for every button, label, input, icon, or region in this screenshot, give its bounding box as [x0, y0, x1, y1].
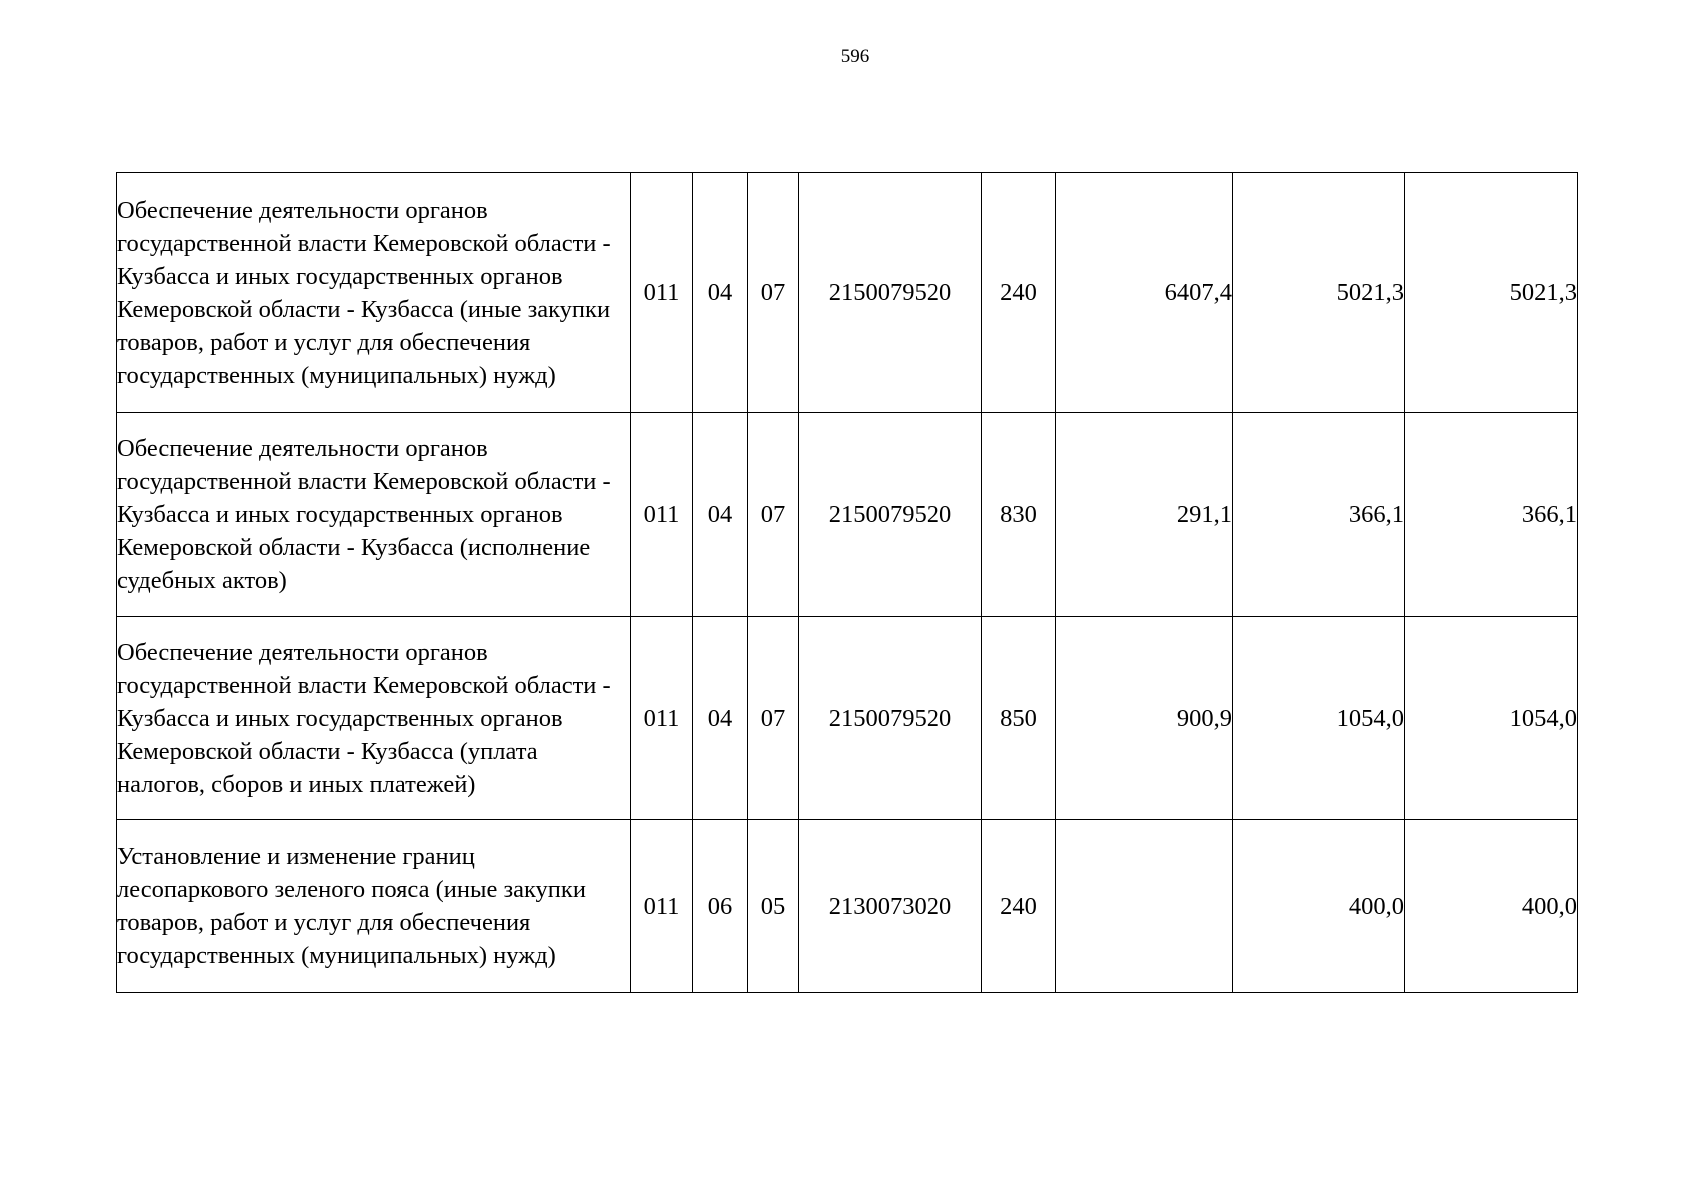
amount-3-cell: 1054,0	[1405, 617, 1578, 820]
amount-1-cell: 900,9	[1056, 617, 1233, 820]
ministry-code-cell: 011	[631, 820, 693, 993]
amount-3-cell: 366,1	[1405, 413, 1578, 617]
amount-1-cell: 6407,4	[1056, 173, 1233, 413]
description-cell: Обеспечение деятельности органов государственной власти Кемеровской области - Кузбасса и иных государственных органов Кемеровской области - Кузбасса (иные закупки товаров, работ и услуг для обеспечения государственных (муниципальных) нужд)	[117, 173, 631, 413]
budget-table	[116, 172, 1578, 993]
amount-2-cell: 1054,0	[1233, 617, 1405, 820]
target-article-cell: 2150079520	[799, 617, 982, 820]
amount-2-cell: 400,0	[1233, 820, 1405, 993]
subsection-code-cell: 07	[748, 617, 799, 820]
amount-2-cell: 5021,3	[1233, 173, 1405, 413]
amount-1-cell	[1056, 820, 1233, 993]
subsection-code-cell: 07	[748, 173, 799, 413]
table-row	[117, 413, 1578, 617]
description-cell: Обеспечение деятельности органов государственной власти Кемеровской области - Кузбасса и иных государственных органов Кемеровской области - Кузбасса (уплата налогов, сборов и иных платежей)	[117, 617, 631, 820]
expense-type-cell: 830	[982, 413, 1056, 617]
expense-type-cell: 240	[982, 173, 1056, 413]
page-number: 596	[840, 46, 870, 67]
subsection-code-cell: 07	[748, 413, 799, 617]
expense-type-cell: 240	[982, 820, 1056, 993]
section-code-cell: 04	[693, 173, 748, 413]
table-row	[117, 617, 1578, 820]
description-cell: Обеспечение деятельности органов государственной власти Кемеровской области - Кузбасса и иных государственных органов Кемеровской области - Кузбасса (исполнение судебных актов)	[117, 413, 631, 617]
target-article-cell: 2150079520	[799, 173, 982, 413]
section-code-cell: 06	[693, 820, 748, 993]
table-row	[117, 820, 1578, 993]
amount-2-cell: 366,1	[1233, 413, 1405, 617]
amount-3-cell: 400,0	[1405, 820, 1578, 993]
description-cell: Установление и изменение границ лесопаркового зеленого пояса (иные закупки товаров, работ и услуг для обеспечения государственных (муниципальных) нужд)	[117, 820, 631, 993]
ministry-code-cell: 011	[631, 413, 693, 617]
target-article-cell: 2130073020	[799, 820, 982, 993]
target-article-cell: 2150079520	[799, 413, 982, 617]
section-code-cell: 04	[693, 413, 748, 617]
expense-type-cell: 850	[982, 617, 1056, 820]
ministry-code-cell: 011	[631, 617, 693, 820]
table-row	[117, 173, 1578, 413]
amount-3-cell: 5021,3	[1405, 173, 1578, 413]
ministry-code-cell: 011	[631, 173, 693, 413]
amount-1-cell: 291,1	[1056, 413, 1233, 617]
section-code-cell: 04	[693, 617, 748, 820]
subsection-code-cell: 05	[748, 820, 799, 993]
